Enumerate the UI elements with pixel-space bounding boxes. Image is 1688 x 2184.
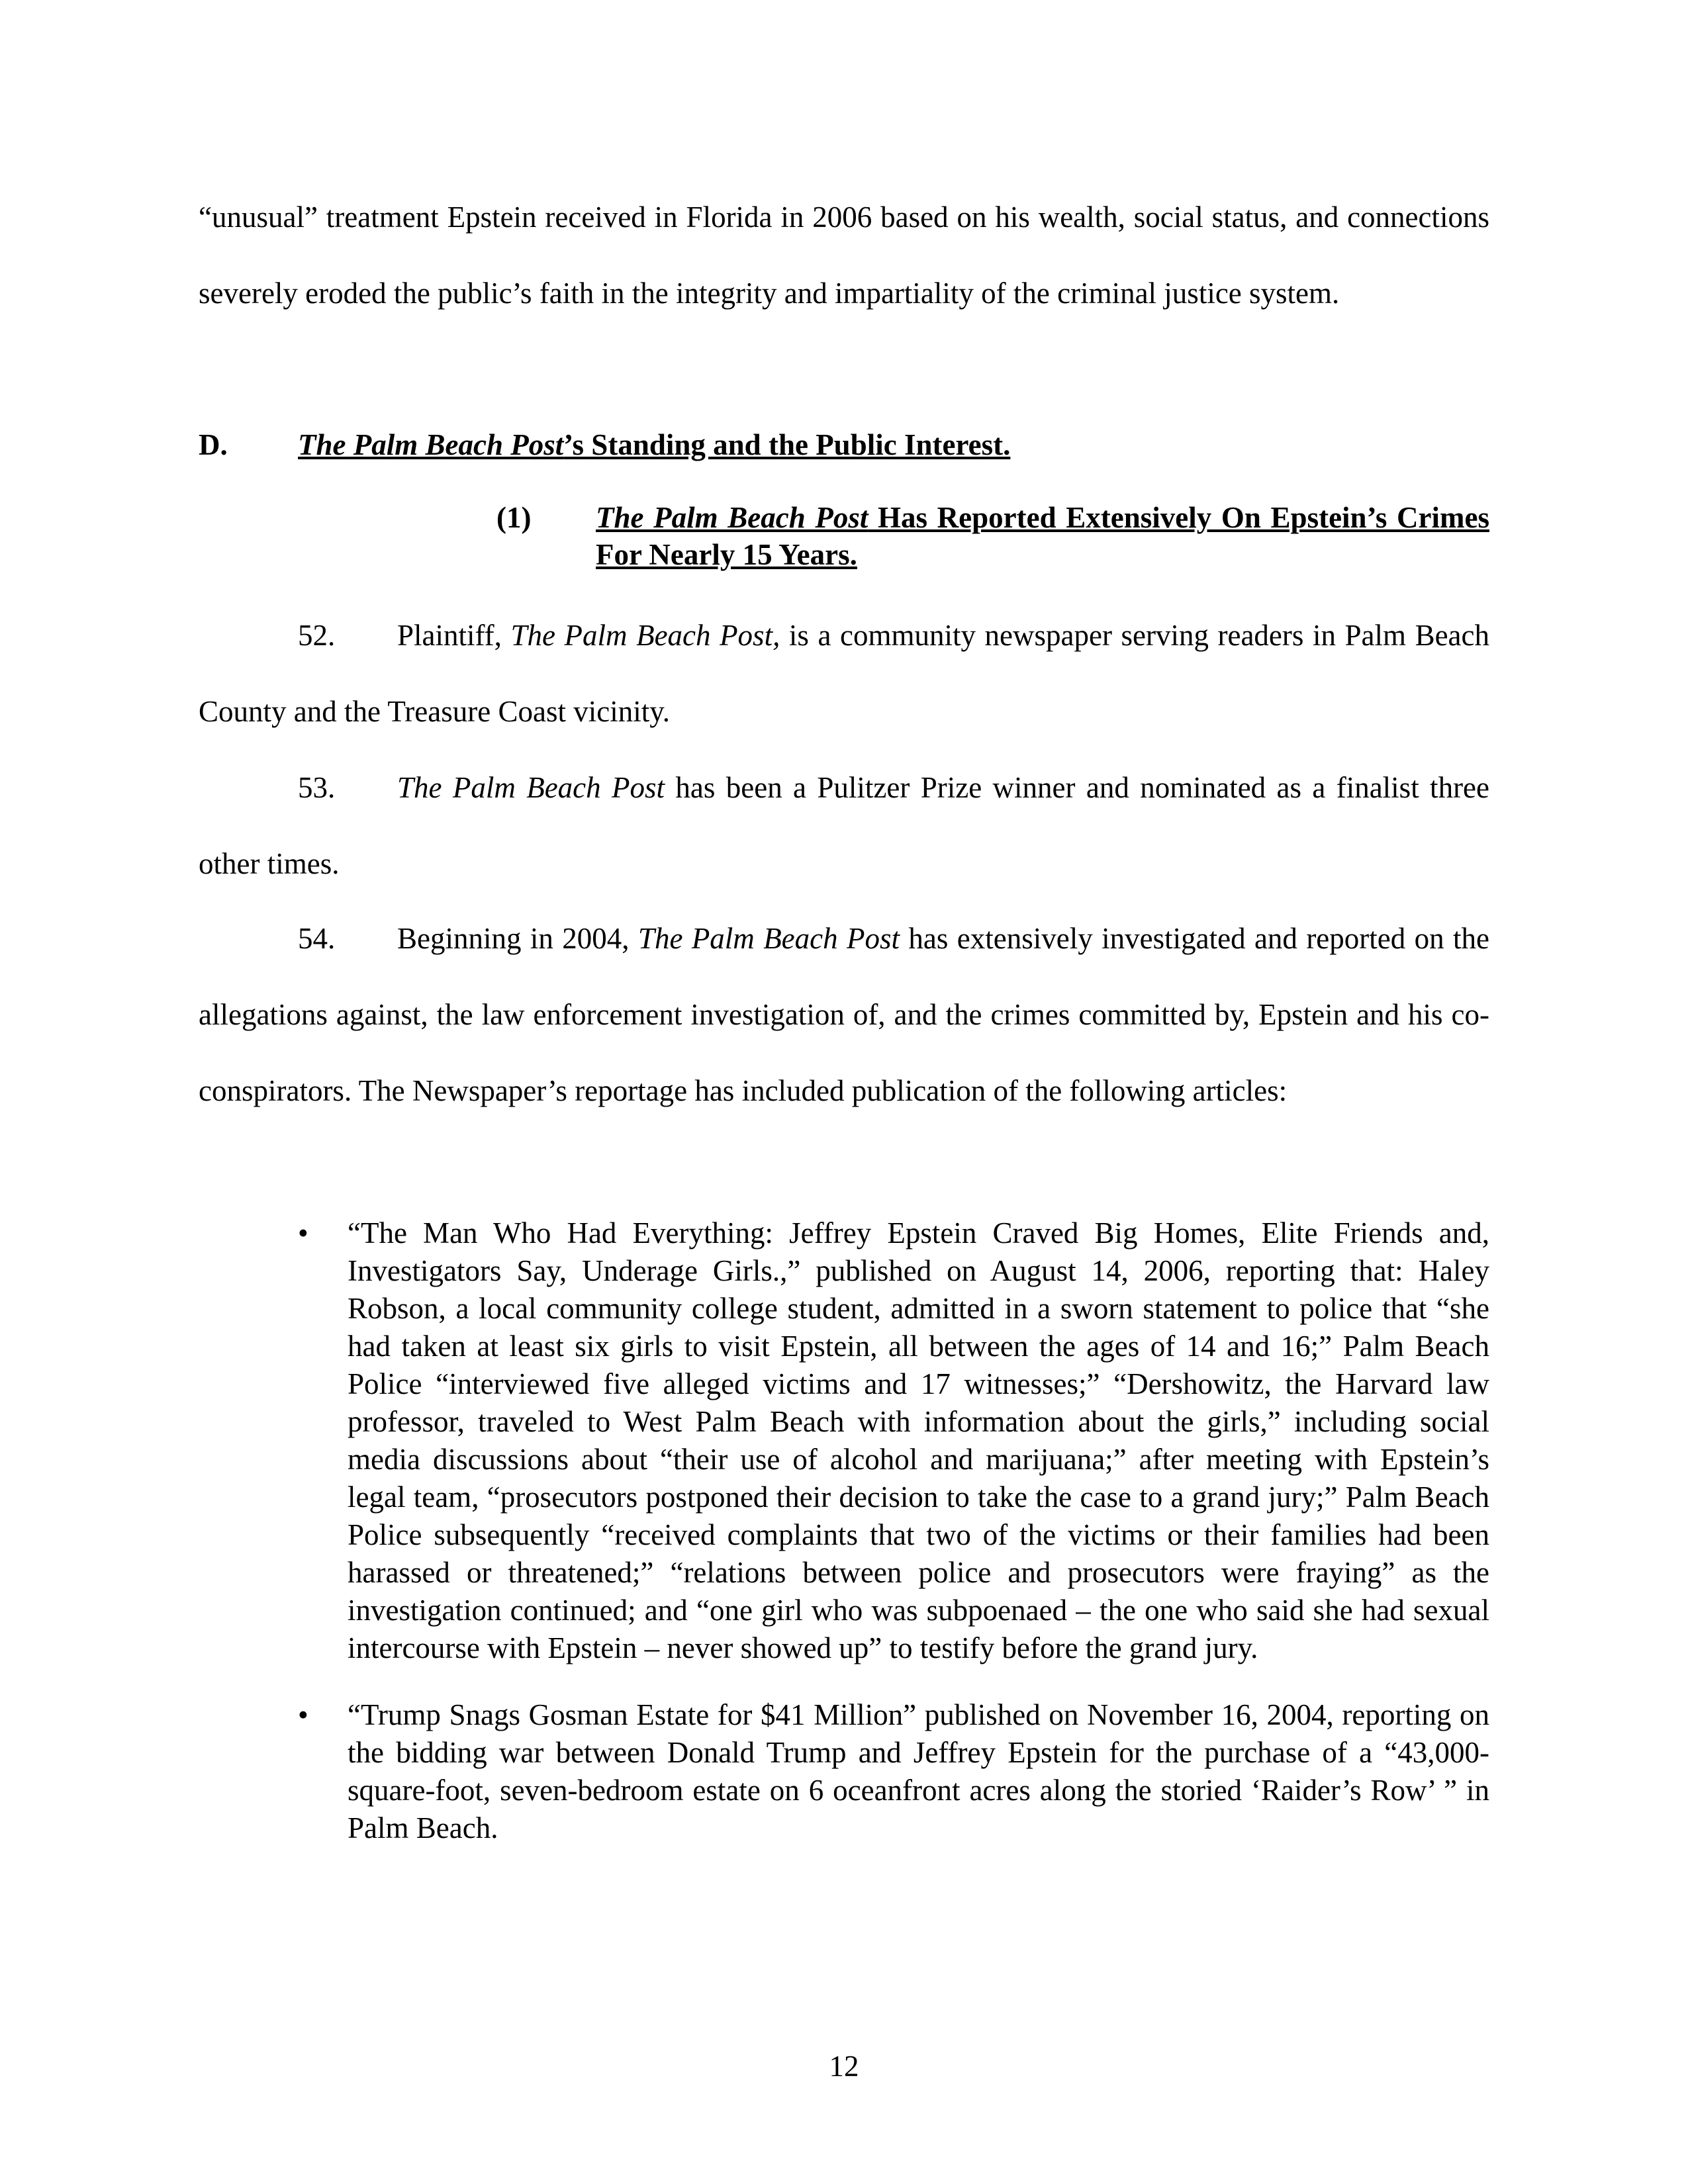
- paragraph-number: 53.: [298, 771, 336, 804]
- paragraph-number: 52.: [298, 619, 336, 652]
- bullet-icon: •: [298, 1216, 308, 1250]
- paragraph-continuation: “unusual” treatment Epstein received in Florida in 2006 based on his wealth, social status, and connections severely eroded the public’s faith in the integrity and impartiality of the criminal justice system.: [199, 201, 1489, 310]
- paragraph-italic: The Palm Beach Post: [397, 771, 665, 804]
- paragraph-text: has extensively investigated and reported on the allegations against, the law enforcement investigation of, and the crimes committed by, Epstein and his co-conspirators. The Newspaper’s reportage has included publication of the following articles:: [199, 922, 1489, 1107]
- paragraph-text: has been a Pulitzer Prize winner and nominated as a finalist three other times.: [199, 771, 1489, 880]
- list-item-text: “Trump Snags Gosman Estate for $41 Million” published on November 16, 2004, reporting on the bidding war between Donald Trump and Jeffrey Epstein for the purchase of a “43,000-square-foot, seven-bedroom estate on 6 oceanfront acres along the storied ‘Raider’s Row’ ” in Palm Beach.: [348, 1698, 1489, 1844]
- section-letter: D.: [199, 428, 228, 461]
- paragraph-text: is a community newspaper serving readers in Palm Beach County and the Treasure Coast vicinity.: [199, 619, 1490, 728]
- list-item: [298, 1696, 1489, 1847]
- list-item-text: “The Man Who Had Everything: Jeffrey Epstein Craved Big Homes, Elite Friends and, Investigators Say, Underage Girls.,” published on August 14, 2006, reporting that: Haley Robson, a local community college student, admitted in a sworn statement to police that “she had taken at least six girls to visit Epstein, all between the ages of 14 and 16;” Palm Beach Police “interviewed five alleged victims and 17 witnesses;” “Dershowitz, the Harvard law professor, traveled to West Palm Beach with information about the girls,” including social media discussions about “their use of alcohol and marijuana;” after meeting with Epstein’s legal team, “prosecutors postponed their decision to take the case to a grand jury;” Palm Beach Police subsequently “received complaints that two of the victims or their families had been harassed or threatened;” “relations between police and prosecutors were fraying” as the investigation continued; and “one girl who was subpoenaed – the one who said she had sexual intercourse with Epstein – never showed up” to testify before the grand jury.: [348, 1216, 1489, 1664]
- page-number: 12: [829, 2050, 859, 2083]
- subsection-title-rest: Has Reported Extensively On Epstein’s Crimes For Nearly 15 Years.: [596, 501, 1489, 571]
- paragraph-53: [199, 750, 1489, 902]
- section-heading-d: [199, 425, 1010, 465]
- subsection-marker: (1): [496, 501, 532, 534]
- subsection-title: [596, 499, 1489, 573]
- paragraph-italic: The Palm Beach Post,: [510, 619, 780, 652]
- bullet-icon: •: [298, 1698, 308, 1731]
- article-list: [298, 1214, 1489, 1876]
- paragraph-54: [199, 901, 1489, 1129]
- section-title-italic: The Palm Beach Post: [298, 428, 564, 461]
- paragraph-lead: Beginning in 2004,: [397, 922, 638, 955]
- section-title: [298, 428, 1010, 461]
- section-title-rest: ’s Standing and the Public Interest.: [563, 428, 1011, 461]
- subsection-heading-1: [496, 499, 1489, 573]
- paragraph-lead: Plaintiff,: [397, 619, 511, 652]
- subsection-title-italic: The Palm Beach Post: [596, 501, 868, 534]
- paragraph-number: 54.: [298, 922, 336, 955]
- paragraph-italic: The Palm Beach Post: [637, 922, 900, 955]
- list-item: [298, 1214, 1489, 1667]
- paragraph-52: [199, 598, 1489, 750]
